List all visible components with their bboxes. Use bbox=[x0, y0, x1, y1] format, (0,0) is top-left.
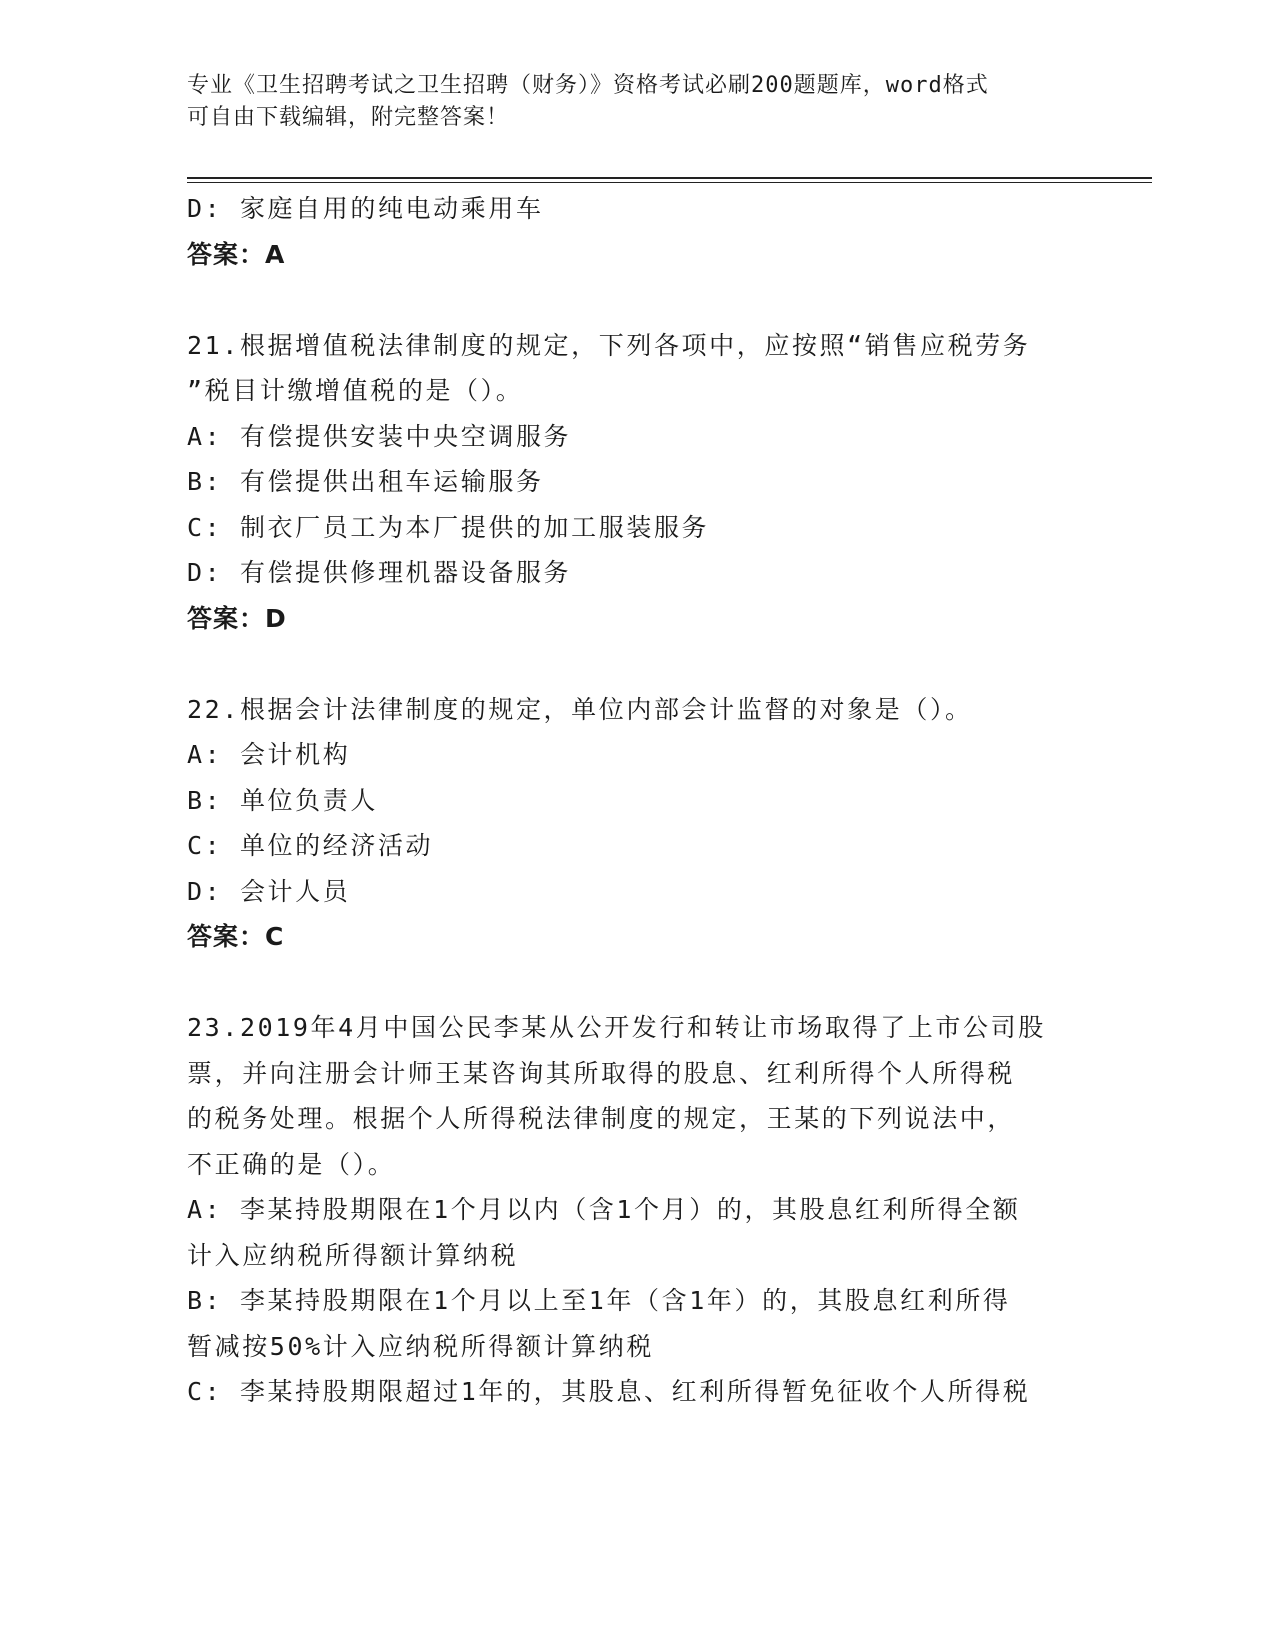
header-line-2: 可自由下载编辑，附完整答案！ bbox=[187, 105, 510, 130]
header-line-1: 专业《卫生招聘考试之卫生招聘（财务）》资格考试必刷200题题库，word格式 bbox=[187, 73, 989, 98]
q23-question-line-4: 不正确的是（）。 bbox=[187, 1149, 396, 1179]
spacer bbox=[187, 641, 1087, 687]
q20-answer: 答案：A bbox=[187, 239, 286, 269]
q21-option-a: A: 有偿提供安装中央空调服务 bbox=[187, 421, 572, 451]
q22-answer: 答案：C bbox=[187, 922, 285, 951]
q21-question-line-2: ”税目计缴增值税的是（）。 bbox=[187, 376, 524, 405]
q21-option-b: B: 有偿提供出租车运输服务 bbox=[187, 467, 544, 496]
spacer bbox=[187, 277, 1087, 323]
q23-option-b-line-2: 暂减按50%计入应纳税所得额计算纳税 bbox=[187, 1331, 654, 1361]
q23-question-line-2: 票，并向注册会计师王某咨询其所取得的股息、红利所得个人所得税 bbox=[187, 1058, 1016, 1088]
q21-option-c: C: 制衣厂员工为本厂提供的加工服装服务 bbox=[187, 512, 710, 542]
q23-option-c-line-1: C: 李某持股期限超过1年的，其股息、红利所得暂免征收个人所得税 bbox=[187, 1377, 1031, 1406]
q20-option-d: D: 家庭自用的纯电动乘用车 bbox=[187, 194, 544, 223]
q23-question-line-1: 23.2019年4月中国公民李某从公开发行和转让市场取得了上市公司股 bbox=[187, 1013, 1046, 1042]
q22-option-a: A: 会计机构 bbox=[187, 740, 351, 769]
q22-option-c: C: 单位的经济活动 bbox=[187, 831, 434, 860]
document-header bbox=[187, 70, 1067, 134]
question-20-block bbox=[187, 186, 1087, 277]
q21-option-d: D: 有偿提供修理机器设备服务 bbox=[187, 558, 572, 587]
q23-option-b-line-1: B: 李某持股期限在1个月以上至1年（含1年）的，其股息红利所得 bbox=[187, 1286, 1011, 1315]
q23-question-line-3: 的税务处理。根据个人所得税法律制度的规定，王某的下列说法中， bbox=[187, 1104, 1016, 1133]
q22-option-b: B: 单位负责人 bbox=[187, 785, 378, 815]
q23-option-a-line-2: 计入应纳税所得额计算纳税 bbox=[187, 1240, 519, 1270]
spacer bbox=[187, 960, 1087, 1006]
q21-answer: 答案：D bbox=[187, 603, 287, 633]
header-divider-thick bbox=[187, 177, 1152, 179]
document-body bbox=[187, 186, 1087, 1415]
header-divider-thin bbox=[187, 182, 1152, 183]
q22-option-d: D: 会计人员 bbox=[187, 876, 351, 906]
q22-question-line-1: 22.根据会计法律制度的规定，单位内部会计监督的对象是（）。 bbox=[187, 694, 973, 724]
q23-option-a-line-1: A: 李某持股期限在1个月以内（含1个月）的，其股息红利所得全额 bbox=[187, 1195, 1021, 1224]
question-23-block bbox=[187, 1005, 1087, 1415]
q21-question-line-1: 21.根据增值税法律制度的规定，下列各项中，应按照“销售应税劳务 bbox=[187, 330, 1031, 360]
question-21-block bbox=[187, 323, 1087, 642]
question-22-block bbox=[187, 687, 1087, 960]
